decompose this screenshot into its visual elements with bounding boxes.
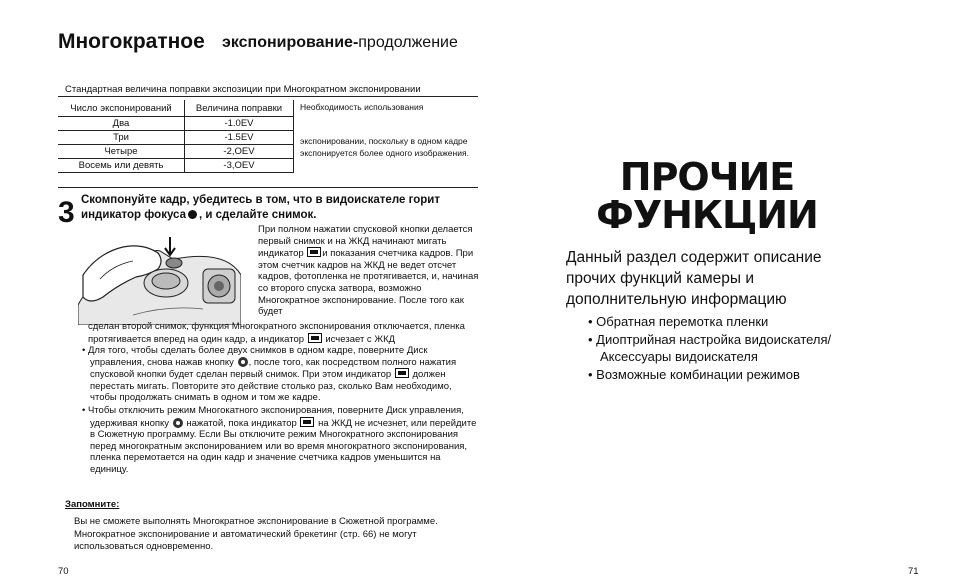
table-note-title: Необходимость использования <box>300 102 424 112</box>
table-cell: -1.5EV <box>185 131 294 145</box>
bullet2-c: на ЖКД не исчезнет, или перейдите в Сюжетную программу. Если Вы отключите режим Многократного экспонирования перед многократным экспонированием или во время многократного экспонирования, пленка перемотается на один кадр и значение счетчика кадров уменьшится на единицу. <box>90 417 477 475</box>
remember-text: Вы не сможете выполнять Многократное экспонирование в Сюжетной программе. Многократное экспонирование и автоматический брекетинг (стр. 66) не могут использоваться одновременно. <box>74 516 438 552</box>
section-subtitle <box>222 34 458 52</box>
multi-exposure-indicator-icon <box>300 417 314 427</box>
step-text-a: Скомпонуйте кадр, убедитесь в том, что в видоискателе горит индикатор фокуса <box>81 194 440 221</box>
list-item: • Возможные комбинации режимов <box>588 366 800 382</box>
table-header-cell: Число экспонирований <box>58 100 185 117</box>
page-number-left: 70 <box>58 566 69 577</box>
bullet-more-shots <box>82 345 480 404</box>
table-row <box>58 145 294 159</box>
table-top-rule <box>58 96 478 97</box>
table-note-text: экспонировании, поскольку в одном кадре экспонируется более одного изображения. <box>300 136 469 158</box>
list-item: • Обратная перемотка пленки <box>588 314 769 329</box>
step-text-b: , и сделайте снимок. <box>199 209 317 221</box>
chapter-intro: Данный раздел содержит описание прочих функций камеры и дополнительную информацию <box>566 249 822 308</box>
step-number: 3 <box>58 196 75 229</box>
multi-exposure-indicator-icon <box>308 333 322 343</box>
chapter-title-line2: ФУНКЦИИ <box>596 193 818 237</box>
table-cell: Четыре <box>58 145 185 159</box>
camera-shutter-illustration <box>78 235 241 325</box>
remember-heading: Запомните: <box>65 499 120 510</box>
table-cell: Восемь или девять <box>58 159 185 173</box>
paragraph-second-shot <box>88 321 480 345</box>
table-row <box>58 117 294 131</box>
bullet1-a: • Для того, чтобы сделать более двух снимков в одном кадре, поверните Диск управления, снова нажав кнопку <box>82 345 428 368</box>
subtitle-light: продолжение <box>358 34 458 51</box>
para2-b: исчезает с ЖКД <box>325 333 396 345</box>
page-number-right: 71 <box>908 566 919 577</box>
function-button-icon <box>173 418 183 428</box>
focus-indicator-icon <box>188 210 197 219</box>
table-note <box>300 101 470 159</box>
table-cell: Три <box>58 131 185 145</box>
table-row <box>58 159 294 173</box>
para1-a: При полном нажатии спусковой кнопки делается первый снимок и на ЖКД начинают мигать индикатор <box>258 224 473 260</box>
multi-exposure-indicator-icon <box>307 247 321 257</box>
bullet2-b: нажатой, пока индикатор <box>186 417 297 429</box>
table-cell: -2,OEV <box>185 145 294 159</box>
bullet1-b: , после того, как посредством полного нажатия спусковой кнопки будет сделан первый снимок. При этом индикатор <box>90 356 457 381</box>
table-bottom-rule <box>58 187 478 188</box>
table-row <box>58 131 294 145</box>
chapter-title <box>592 155 822 237</box>
bullet2-a: • Чтобы отключить режим Многокатного экспонирования, поверните Диск управления, удерживая кнопку <box>82 405 464 429</box>
exposure-table <box>58 100 294 173</box>
step-instruction <box>81 193 476 223</box>
table-caption: Стандартная величина поправки экспозиции при Многократном экспонировании <box>65 84 421 95</box>
table-header-cell: Величина поправки <box>185 100 294 117</box>
table-cell: Два <box>58 117 185 131</box>
table-header-row <box>58 100 294 117</box>
para1-b: и показания счетчика кадров. При этом счетчик кадров на ЖКД не ведет отсчет кадров, фотопленка не протягивается, и, начиная со второго спуска затвора, возможно Многократное экспонирование. После того как будет <box>258 248 479 318</box>
section-title: Многократное <box>58 30 205 53</box>
subtitle-bold: экспонирование- <box>222 34 359 51</box>
table-cell: -1.0EV <box>185 117 294 131</box>
bullet-disable-mode <box>82 405 480 476</box>
table-cell: -3,OEV <box>185 159 294 173</box>
paragraph-first-shot <box>258 224 483 318</box>
para2-a: сделан второй снимок, функция Многократного экспонирования отключается, пленка протягивается вперед на один кадр, а индикатор <box>88 321 465 345</box>
function-button-icon <box>238 357 248 367</box>
bullet1-c: должен перестать мигать. Повторите это действие столько раз, сколько Вам необходимо, чтобы продолжать снимать в одном и том же кадре. <box>90 369 452 404</box>
list-item: • Диоптрийная настройка видоискателя/Аксессуары видоискателя <box>588 331 832 364</box>
multi-exposure-indicator-icon <box>395 368 409 378</box>
chapter-contents-list <box>588 313 888 383</box>
chapter-title-line1: ПРОЧИЕ <box>619 155 795 199</box>
